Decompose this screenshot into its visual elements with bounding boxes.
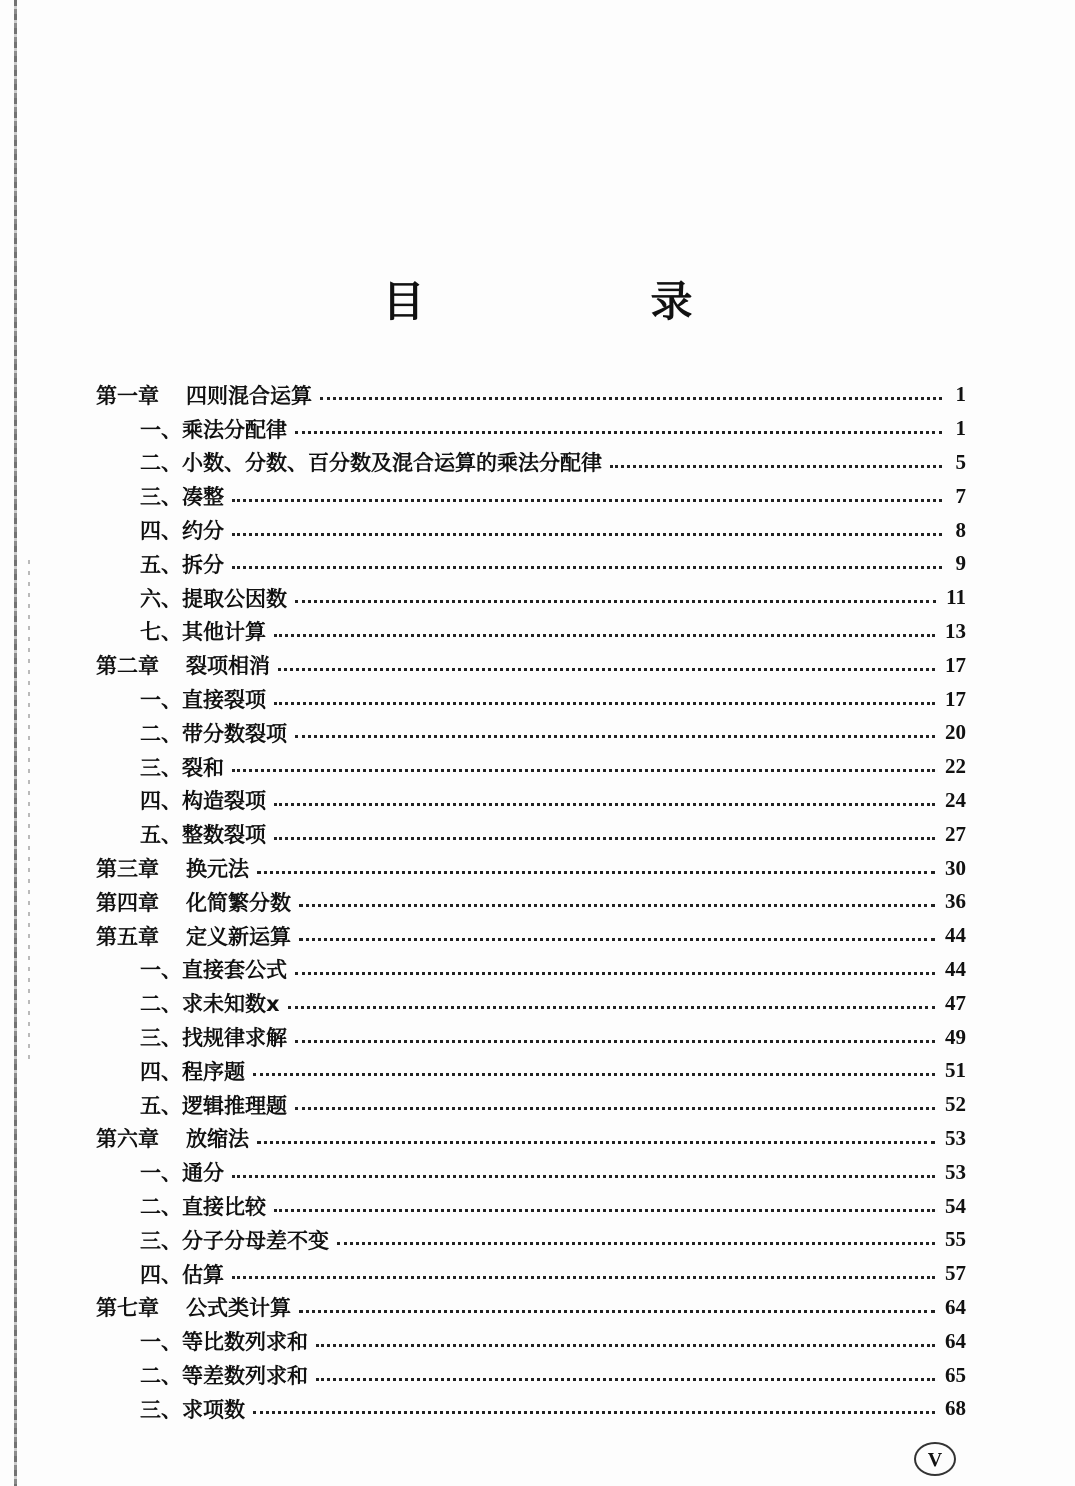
toc-page-number: 49 <box>945 1024 966 1049</box>
toc-page-number: 54 <box>945 1193 966 1218</box>
toc-entry-label: 四则混合运算 <box>186 383 312 408</box>
page-number-badge: V <box>914 1442 956 1476</box>
toc-page-number: 5 <box>955 449 966 474</box>
dot-leader <box>320 397 942 400</box>
dot-leader <box>274 634 935 637</box>
toc-entry-label: 二、直接比较 <box>140 1195 266 1220</box>
toc-chapter-row[interactable] <box>96 851 966 885</box>
toc-section-row[interactable] <box>96 1020 966 1054</box>
toc-section-row[interactable] <box>96 716 966 750</box>
toc-page-number: 8 <box>955 517 966 542</box>
toc-page-number: 22 <box>945 754 966 779</box>
toc-section-row[interactable] <box>96 615 966 649</box>
chapter-number: 第六章 <box>96 1127 159 1152</box>
toc-entry-title <box>140 616 266 646</box>
dot-leader <box>610 465 942 468</box>
toc-page-number: 53 <box>945 1159 966 1184</box>
toc-entry-title <box>140 1090 287 1120</box>
dot-leader <box>337 1242 935 1245</box>
toc-entry-label: 二、小数、分数、百分数及混合运算的乘法分配律 <box>140 451 602 476</box>
dot-leader <box>278 668 935 671</box>
toc-entry-label: 三、分子分母差不变 <box>140 1228 329 1253</box>
toc-entry-title <box>140 414 287 444</box>
dot-leader <box>257 1141 935 1144</box>
toc-entry-label: 二、求未知数x <box>140 992 280 1017</box>
dot-leader <box>295 735 935 738</box>
toc-entry-label: 二、带分数裂项 <box>140 721 287 746</box>
toc-entry-label: 放缩法 <box>186 1127 249 1152</box>
toc-entry-label: 裂项相消 <box>186 654 270 679</box>
dot-leader <box>232 566 942 569</box>
toc-entry-title <box>140 819 266 849</box>
toc-chapter-row[interactable] <box>96 919 966 953</box>
toc-chapter-row[interactable] <box>96 1122 966 1156</box>
toc-section-row[interactable] <box>96 817 966 851</box>
toc-section-row[interactable] <box>96 784 966 818</box>
toc-entry-title <box>140 1360 308 1390</box>
toc-entry-label: 六、提取公因数 <box>140 586 287 611</box>
dot-leader <box>232 769 935 772</box>
toc-section-row[interactable] <box>96 1257 966 1291</box>
toc-page-number: 9 <box>955 551 966 576</box>
toc-entry-title <box>96 650 270 680</box>
toc-entry-label: 四、程序题 <box>140 1059 245 1084</box>
toc-page-number: 24 <box>945 787 966 812</box>
toc-entry-title <box>140 1259 224 1289</box>
table-of-contents <box>96 378 966 1426</box>
toc-entry-title <box>140 1022 287 1052</box>
toc-entry-title <box>140 481 224 511</box>
toc-entry-title <box>140 1056 245 1086</box>
toc-entry-title <box>140 1157 224 1187</box>
toc-section-row[interactable] <box>96 1324 966 1358</box>
chapter-number: 第三章 <box>96 857 159 882</box>
dot-leader <box>295 1107 935 1110</box>
toc-section-row[interactable] <box>96 986 966 1020</box>
dot-leader <box>274 803 935 806</box>
toc-page-number: 65 <box>945 1362 966 1387</box>
toc-entry-label: 化简繁分数 <box>186 890 291 915</box>
toc-page-number: 1 <box>955 416 966 441</box>
toc-section-row[interactable] <box>96 547 966 581</box>
toc-entry-title <box>96 380 312 410</box>
toc-chapter-row[interactable] <box>96 378 966 412</box>
toc-entry-title <box>140 1394 245 1424</box>
toc-entry-label: 七、其他计算 <box>140 620 266 645</box>
toc-page-number: 44 <box>945 956 966 981</box>
toc-page-number: 30 <box>945 855 966 880</box>
dot-leader <box>295 600 936 603</box>
toc-page-number: 17 <box>945 652 966 677</box>
toc-entry-title <box>140 549 224 579</box>
toc-entry-title <box>140 1225 329 1255</box>
chapter-number: 第二章 <box>96 654 159 679</box>
toc-page-number: 53 <box>945 1125 966 1150</box>
toc-page-number: 51 <box>945 1058 966 1083</box>
toc-entry-label: 三、找规律求解 <box>140 1026 287 1051</box>
toc-entry-label: 一、等比数列求和 <box>140 1330 308 1355</box>
toc-entry-label: 公式类计算 <box>186 1296 291 1321</box>
toc-entry-label: 三、求项数 <box>140 1397 245 1422</box>
toc-section-row[interactable] <box>96 750 966 784</box>
toc-entry-label: 一、直接裂项 <box>140 688 266 713</box>
toc-page-number: 68 <box>945 1396 966 1421</box>
chapter-number: 第五章 <box>96 924 159 949</box>
dot-leader <box>274 1209 935 1212</box>
toc-section-row[interactable] <box>96 446 966 480</box>
toc-entry-title <box>140 954 287 984</box>
toc-entry-label: 定义新运算 <box>186 924 291 949</box>
toc-page-number: 64 <box>945 1328 966 1353</box>
toc-entry-title <box>140 785 266 815</box>
dot-leader <box>232 533 942 536</box>
dot-leader <box>288 1006 935 1009</box>
toc-page-number: 57 <box>945 1261 966 1286</box>
toc-section-row[interactable] <box>96 1392 966 1426</box>
dot-leader <box>232 1175 935 1178</box>
page-title: 目 录 <box>382 277 785 326</box>
toc-page-number: 17 <box>945 686 966 711</box>
dot-leader <box>232 499 942 502</box>
dot-leader <box>299 938 935 941</box>
toc-entry-title <box>96 921 291 951</box>
toc-chapter-row[interactable] <box>96 648 966 682</box>
toc-page-number: 52 <box>945 1092 966 1117</box>
toc-entry-label: 一、通分 <box>140 1161 224 1186</box>
toc-entry-title <box>96 887 291 917</box>
toc-section-row[interactable] <box>96 1189 966 1223</box>
toc-page-number: 1 <box>955 382 966 407</box>
toc-section-row[interactable] <box>96 1088 966 1122</box>
toc-page-number: 44 <box>945 923 966 948</box>
toc-page-number: 55 <box>945 1227 966 1252</box>
dot-leader <box>295 1040 935 1043</box>
toc-section-row[interactable] <box>96 953 966 987</box>
toc-entry-title <box>96 853 249 883</box>
toc-entry-title <box>140 1191 266 1221</box>
toc-entry-label: 一、乘法分配律 <box>140 417 287 442</box>
dot-leader <box>257 871 935 874</box>
toc-entry-label: 四、约分 <box>140 519 224 544</box>
dot-leader <box>316 1378 935 1381</box>
toc-entry-label: 五、逻辑推理题 <box>140 1093 287 1118</box>
scan-artifact <box>28 560 30 1060</box>
toc-page-number: 64 <box>945 1294 966 1319</box>
toc-entry-title <box>140 1326 308 1356</box>
toc-entry-label: 五、整数裂项 <box>140 823 266 848</box>
chapter-number: 第七章 <box>96 1296 159 1321</box>
toc-section-row[interactable] <box>96 1054 966 1088</box>
toc-entry-label: 四、估算 <box>140 1262 224 1287</box>
dot-leader <box>232 1276 935 1279</box>
toc-chapter-row[interactable] <box>96 885 966 919</box>
dot-leader <box>299 904 935 907</box>
dot-leader <box>253 1073 935 1076</box>
toc-page-number: 20 <box>945 720 966 745</box>
toc-section-row[interactable] <box>96 513 966 547</box>
toc-page-number: 7 <box>955 483 966 508</box>
toc-entry-label: 三、裂和 <box>140 755 224 780</box>
toc-entry-title <box>96 1292 291 1322</box>
scan-binding-edge <box>14 0 17 1486</box>
toc-entry-title <box>140 515 224 545</box>
toc-section-row[interactable] <box>96 682 966 716</box>
dot-leader <box>295 431 942 434</box>
toc-entry-label: 五、拆分 <box>140 552 224 577</box>
toc-entry-label: 一、直接套公式 <box>140 958 287 983</box>
toc-page-number: 11 <box>946 585 966 610</box>
toc-section-row[interactable] <box>96 581 966 615</box>
toc-section-row[interactable] <box>96 412 966 446</box>
toc-section-row[interactable] <box>96 1223 966 1257</box>
toc-entry-title <box>140 583 287 613</box>
toc-page-number: 27 <box>945 821 966 846</box>
toc-entry-label: 换元法 <box>186 857 249 882</box>
toc-section-row[interactable] <box>96 1155 966 1189</box>
toc-entry-title <box>140 752 224 782</box>
toc-entry-title <box>140 988 280 1018</box>
dot-leader <box>253 1411 935 1414</box>
toc-entry-title <box>140 684 266 714</box>
toc-entry-title <box>140 718 287 748</box>
dot-leader <box>274 702 935 705</box>
dot-leader <box>299 1310 935 1313</box>
toc-entry-title <box>96 1123 249 1153</box>
toc-entry-label: 二、等差数列求和 <box>140 1364 308 1388</box>
toc-entry-title <box>140 447 602 477</box>
toc-section-row[interactable] <box>96 1358 966 1392</box>
dot-leader <box>295 972 935 975</box>
toc-entry-label: 四、构造裂项 <box>140 789 266 814</box>
toc-page-number: 36 <box>945 889 966 914</box>
toc-page-number: 47 <box>945 990 966 1015</box>
toc-chapter-row[interactable] <box>96 1291 966 1325</box>
toc-section-row[interactable] <box>96 479 966 513</box>
chapter-number: 第四章 <box>96 890 159 915</box>
chapter-number: 第一章 <box>96 383 159 408</box>
dot-leader <box>316 1344 935 1347</box>
dot-leader <box>274 837 935 840</box>
toc-entry-label: 三、凑整 <box>140 485 224 510</box>
toc-page-number: 13 <box>945 618 966 643</box>
